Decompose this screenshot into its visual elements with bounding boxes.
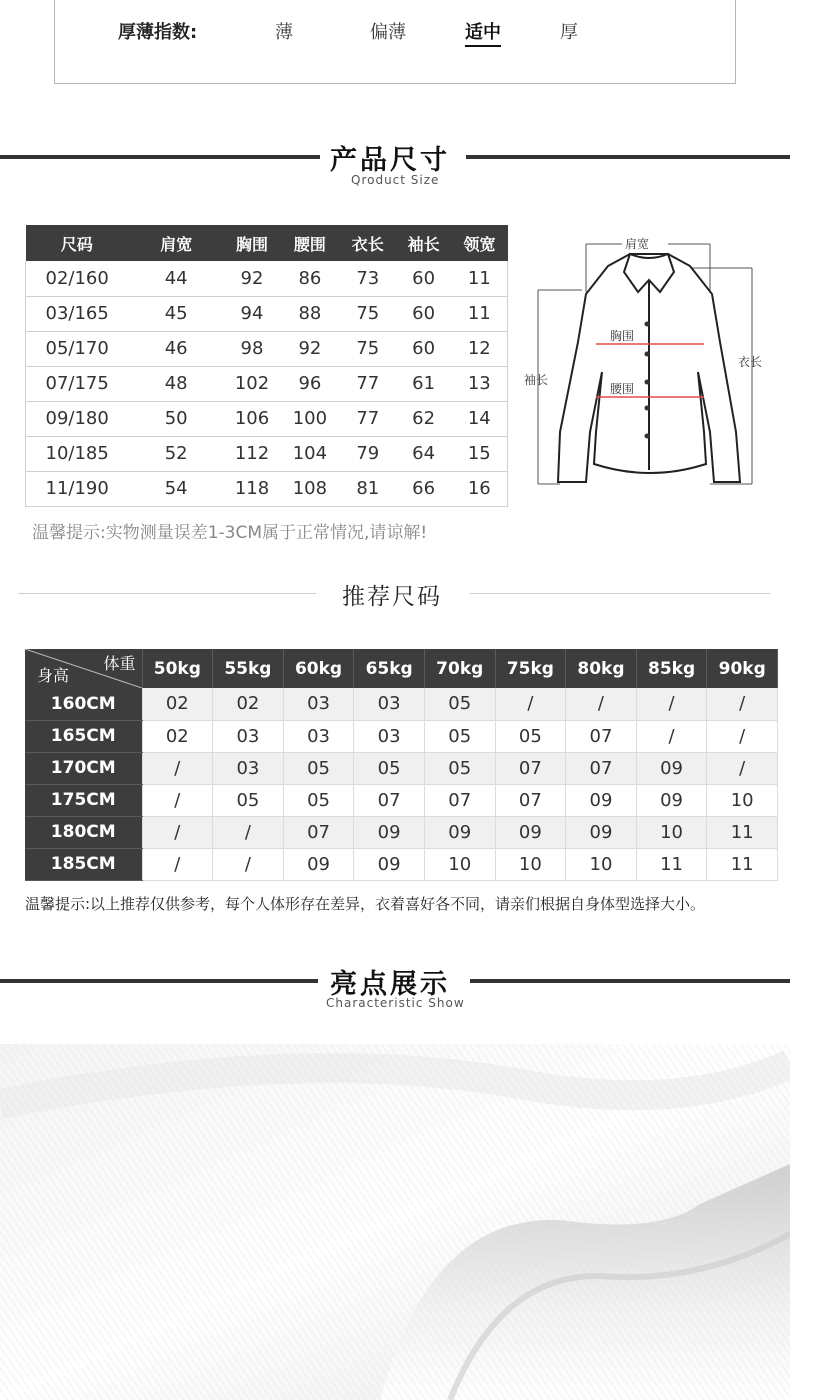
recommend-divider-left [18,593,316,594]
table-cell: 94 [224,296,280,331]
table-row [26,366,508,401]
table-cell: 10 [707,784,778,816]
size-header: 尺码 [26,225,129,261]
table-cell: 07/175 [26,366,129,401]
table-cell: 11 [636,848,707,880]
table-cell: 79 [340,436,396,471]
table-cell: / [707,688,778,720]
table-cell: 46 [128,331,224,366]
table-cell: 52 [128,436,224,471]
diagram-label-shoulder: 肩宽 [625,237,650,251]
weight-header: 70kg [424,649,495,688]
table-cell: 48 [128,366,224,401]
table-cell: 09 [566,784,637,816]
height-header: 165CM [25,720,142,752]
table-cell: 03 [213,752,284,784]
recommend-divider-right [470,593,770,594]
table-cell: 54 [128,471,224,506]
thickness-option-slightly-thin: 偏薄 [370,22,406,43]
table-cell: 75 [340,296,396,331]
table-cell: 02 [213,688,284,720]
table-cell: 05 [283,752,354,784]
table-cell: 05 [213,784,284,816]
shirt-measurement-diagram [520,232,770,492]
table-cell: 96 [280,366,340,401]
table-cell: 07 [424,784,495,816]
table-cell: 10 [636,816,707,848]
table-cell: 66 [396,471,452,506]
table-cell: 09 [566,816,637,848]
table-cell: / [142,848,213,880]
section-divider-left [0,155,320,159]
table-cell: 104 [280,436,340,471]
table-cell: 07 [495,784,566,816]
size-table [25,225,508,507]
table-cell: 10 [424,848,495,880]
table-cell: 09 [354,848,425,880]
diagram-label-length: 衣长 [738,355,763,369]
table-cell: 112 [224,436,280,471]
table-corner-cell [25,649,142,688]
table-row [25,688,778,720]
table-cell: 77 [340,401,396,436]
size-header: 胸围 [224,225,280,261]
size-header: 领宽 [452,225,508,261]
table-cell: 100 [280,401,340,436]
table-cell: / [142,752,213,784]
corner-height-label: 身高 [37,666,70,685]
table-cell: / [142,816,213,848]
table-cell: 03 [354,688,425,720]
table-cell: / [142,784,213,816]
table-cell: 03 [354,720,425,752]
highlight-section-subtitle: Characteristic Show [326,996,465,1010]
diagram-label-waist: 腰围 [610,382,635,396]
section-divider-right [470,979,790,983]
table-row [26,296,508,331]
table-cell: / [213,816,284,848]
table-cell: 45 [128,296,224,331]
fabric-texture [0,1044,790,1400]
height-header: 180CM [25,816,142,848]
height-header: 175CM [25,784,142,816]
table-cell: 16 [452,471,508,506]
table-cell: / [495,688,566,720]
table-cell: 03 [283,720,354,752]
table-row [26,436,508,471]
size-table-header-row [26,225,508,261]
table-cell: 11 [707,816,778,848]
table-row [25,720,778,752]
table-cell: / [707,752,778,784]
table-cell: 64 [396,436,452,471]
table-cell: 14 [452,401,508,436]
recommend-tip: 温馨提示:以上推荐仅供参考，每个人体形存在差异，衣着喜好各不同，请亲们根据自身体型选择大小。 [25,895,706,913]
table-cell: 03/165 [26,296,129,331]
table-cell: 75 [340,331,396,366]
thickness-option-thin: 薄 [275,22,293,43]
height-header: 185CM [25,848,142,880]
table-cell: 88 [280,296,340,331]
weight-header: 50kg [142,649,213,688]
table-cell: 92 [224,261,280,296]
table-cell: 03 [213,720,284,752]
size-header: 肩宽 [128,225,224,261]
table-cell: 11 [452,261,508,296]
table-cell: 102 [224,366,280,401]
table-cell: / [566,688,637,720]
table-cell: / [636,720,707,752]
table-row [25,752,778,784]
table-cell: 10 [495,848,566,880]
section-divider-right [466,155,790,159]
size-header: 衣长 [340,225,396,261]
table-cell: 07 [566,752,637,784]
section-divider-left [0,979,318,983]
table-cell: 11 [452,296,508,331]
table-cell: 92 [280,331,340,366]
table-cell: 12 [452,331,508,366]
diagram-label-chest: 胸围 [610,329,635,343]
table-row [25,816,778,848]
table-cell: / [213,848,284,880]
weight-header: 60kg [283,649,354,688]
table-cell: 50 [128,401,224,436]
table-row [26,261,508,296]
table-cell: 05 [424,752,495,784]
table-cell: / [707,720,778,752]
table-cell: 05 [424,720,495,752]
weight-header: 80kg [566,649,637,688]
weight-header: 75kg [495,649,566,688]
recommend-header-row [25,649,778,688]
table-cell: 07 [566,720,637,752]
size-header: 腰围 [280,225,340,261]
thickness-label: 厚薄指数: [118,22,198,43]
table-cell: 05 [354,752,425,784]
table-cell: 09 [283,848,354,880]
table-cell: 02 [142,688,213,720]
height-header: 170CM [25,752,142,784]
table-cell: 44 [128,261,224,296]
fabric-closeup-image [0,1044,790,1400]
table-cell: 09 [495,816,566,848]
table-cell: 05 [495,720,566,752]
size-header: 袖长 [396,225,452,261]
table-cell: 07 [283,816,354,848]
table-row [26,471,508,506]
table-cell: 73 [340,261,396,296]
table-cell: 118 [224,471,280,506]
table-cell: 09 [636,752,707,784]
table-cell: 10/185 [26,436,129,471]
table-cell: 13 [452,366,508,401]
corner-weight-label: 体重 [103,654,136,673]
table-row [25,848,778,880]
table-row [26,331,508,366]
table-cell: 02/160 [26,261,129,296]
diagram-label-sleeve: 袖长 [524,373,549,387]
table-cell: 05 [283,784,354,816]
weight-header: 55kg [213,649,284,688]
weight-header: 65kg [354,649,425,688]
table-cell: 07 [354,784,425,816]
table-cell: 09/180 [26,401,129,436]
table-cell: 10 [566,848,637,880]
table-cell: 98 [224,331,280,366]
table-cell: 05 [424,688,495,720]
weight-header: 85kg [636,649,707,688]
table-cell: / [636,688,707,720]
table-cell: 09 [636,784,707,816]
table-cell: 60 [396,331,452,366]
table-cell: 106 [224,401,280,436]
table-cell: 07 [495,752,566,784]
thickness-option-medium-selected: 适中 [465,18,501,47]
table-cell: 77 [340,366,396,401]
thickness-option-thick: 厚 [560,22,578,43]
table-cell: 86 [280,261,340,296]
table-cell: 81 [340,471,396,506]
table-cell: 61 [396,366,452,401]
table-row [25,784,778,816]
table-cell: 11/190 [26,471,129,506]
table-cell: 60 [396,296,452,331]
table-cell: 05/170 [26,331,129,366]
table-row [26,401,508,436]
table-cell: 11 [707,848,778,880]
table-cell: 02 [142,720,213,752]
height-header: 160CM [25,688,142,720]
highlight-section-title: 亮点展示 [330,969,450,1000]
table-cell: 62 [396,401,452,436]
size-section-subtitle: Qroduct Size [351,173,440,187]
table-cell: 09 [354,816,425,848]
table-cell: 03 [283,688,354,720]
size-section-title: 产品尺寸 [330,145,450,176]
table-cell: 15 [452,436,508,471]
table-cell: 60 [396,261,452,296]
recommend-title: 推荐尺码 [342,584,442,610]
table-cell: 09 [424,816,495,848]
measurement-tip: 温馨提示:实物测量误差1-3CM属于正常情况,请谅解! [32,523,428,543]
table-cell: 108 [280,471,340,506]
recommend-table [25,649,778,881]
weight-header: 90kg [707,649,778,688]
